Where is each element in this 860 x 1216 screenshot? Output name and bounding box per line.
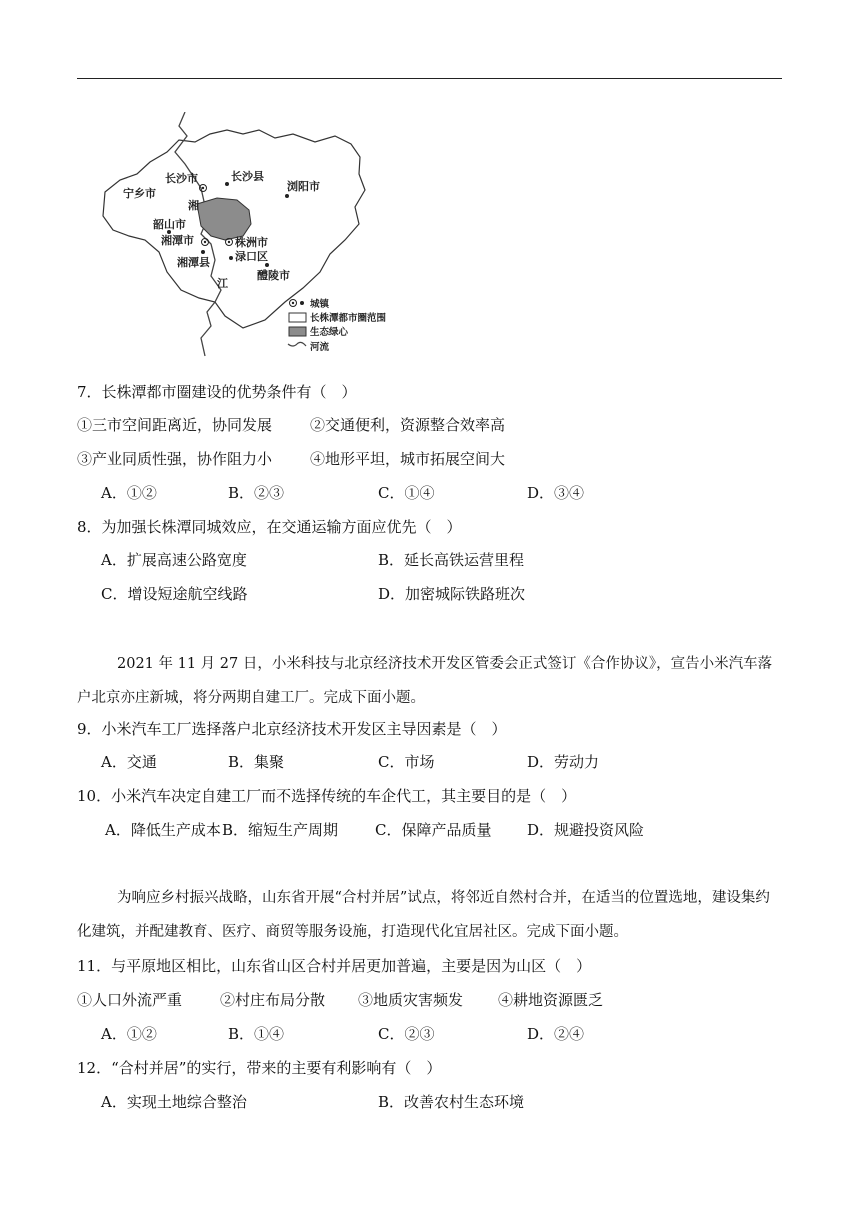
q10-option-a[interactable]: A．降低生产成本 [105,821,221,839]
q10-option-c[interactable]: C．保障产品质量 [375,821,492,839]
q11-statement-1: ①人口外流严重 [77,991,183,1009]
label-jiang-char: 江 [217,277,228,290]
q11-option-b[interactable]: B．①④ [228,1025,285,1043]
q8-stem: 8．为加强长株潭同城效应，在交通运输方面应优先（ ） [77,518,462,536]
q11-option-a[interactable]: A．①② [101,1025,157,1043]
q11-statement-4: ④耕地资源匮乏 [498,991,604,1009]
map-legend [288,298,387,353]
label-lukou: 渌口区 [235,250,268,263]
label-liling: 醴陵市 [257,269,290,282]
q7-statement-1: ①三市空间距离近，协同发展 [77,416,273,434]
legend-river: 河流 [310,342,330,353]
q12-option-a[interactable]: A．实现土地综合整治 [101,1093,247,1111]
label-zhuzhou: 株洲市 [235,236,268,249]
legend-green-heart: 生态绿心 [310,327,349,338]
q7-statement-4: ④地形平坦，城市拓展空间大 [310,450,506,468]
q12-stem: 12．“合村并居”的实行，带来的主要有利影响有（ ） [77,1059,442,1077]
q7-option-d[interactable]: D．③④ [527,484,585,502]
q11-option-d[interactable]: D．②④ [527,1025,585,1043]
q9-option-d[interactable]: D．劳动力 [527,753,600,771]
q9-option-c[interactable]: C．市场 [378,753,435,771]
q8-option-c[interactable]: C．增设短途航空线路 [101,585,248,603]
q9-stem: 9．小米汽车工厂选择落户北京经济技术开发区主导因素是（ ） [77,720,507,738]
header-rule [77,78,782,79]
q11-statement-2: ②村庄布局分散 [220,991,326,1009]
label-xiangtan-county: 湘潭县 [177,256,210,269]
q10-option-b[interactable]: B．缩短生产周期 [222,821,339,839]
legend-town: 城镇 [310,299,330,310]
q11-stem: 11．与平原地区相比，山东省山区合村并居更加普遍，主要是因为山区（ ） [77,957,592,975]
q11-statement-3: ③地质灾害频发 [358,991,464,1009]
q10-option-d[interactable]: D．规避投资风险 [527,821,645,839]
label-xiang-char: 湘 [188,199,199,212]
chang-zhu-tan-map [75,112,415,362]
q7-option-b[interactable]: B．②③ [228,484,285,502]
label-shaoshan: 韶山市 [153,218,186,231]
q7-option-a[interactable]: A．①② [101,484,157,502]
q10-stem: 10．小米汽车决定自建工厂而不选择传统的车企代工，其主要目的是（ ） [77,787,577,805]
label-xiangtan-city: 湘潭市 [161,234,194,247]
label-changsha-city: 长沙市 [165,172,198,185]
q7-statement-3: ③产业同质性强，协作阻力小 [77,450,273,468]
q7-statement-2: ②交通便利，资源整合效率高 [310,416,506,434]
passage-shandong: 为响应乡村振兴战略，山东省开展“合村并居”试点，将邻近自然村合并，在适当的位置选地，建设集约化建筑，并配建教育、医疗、商贸等服务设施，打造现代化宜居社区。完成下面小题。 [77,890,770,940]
passage-xiaomi: 2021 年 11 月 27 日，小米科技与北京经济技术开发区管委会正式签订《合作协议》，宣告小米汽车落户北京亦庄新城，将分两期自建工厂。完成下面小题。 [77,656,773,706]
q8-option-b[interactable]: B．延长高铁运营里程 [378,551,525,569]
q12-option-b[interactable]: B．改善农村生态环境 [378,1093,525,1111]
q9-option-b[interactable]: B．集聚 [228,753,285,771]
q11-option-c[interactable]: C．②③ [378,1025,435,1043]
label-ningxiang: 宁乡市 [123,187,156,200]
label-changsha-county: 长沙县 [231,170,264,183]
q8-option-a[interactable]: A．扩展高速公路宽度 [101,551,247,569]
q8-option-d[interactable]: D．加密城际铁路班次 [378,585,526,603]
q9-option-a[interactable]: A．交通 [101,753,157,771]
label-liuyang: 浏阳市 [287,180,320,193]
q7-option-c[interactable]: C．①④ [378,484,435,502]
legend-range: 长株潭都市圈范围 [310,313,387,324]
q7-stem: 7．长株潭都市圈建设的优势条件有（ ） [77,383,357,401]
